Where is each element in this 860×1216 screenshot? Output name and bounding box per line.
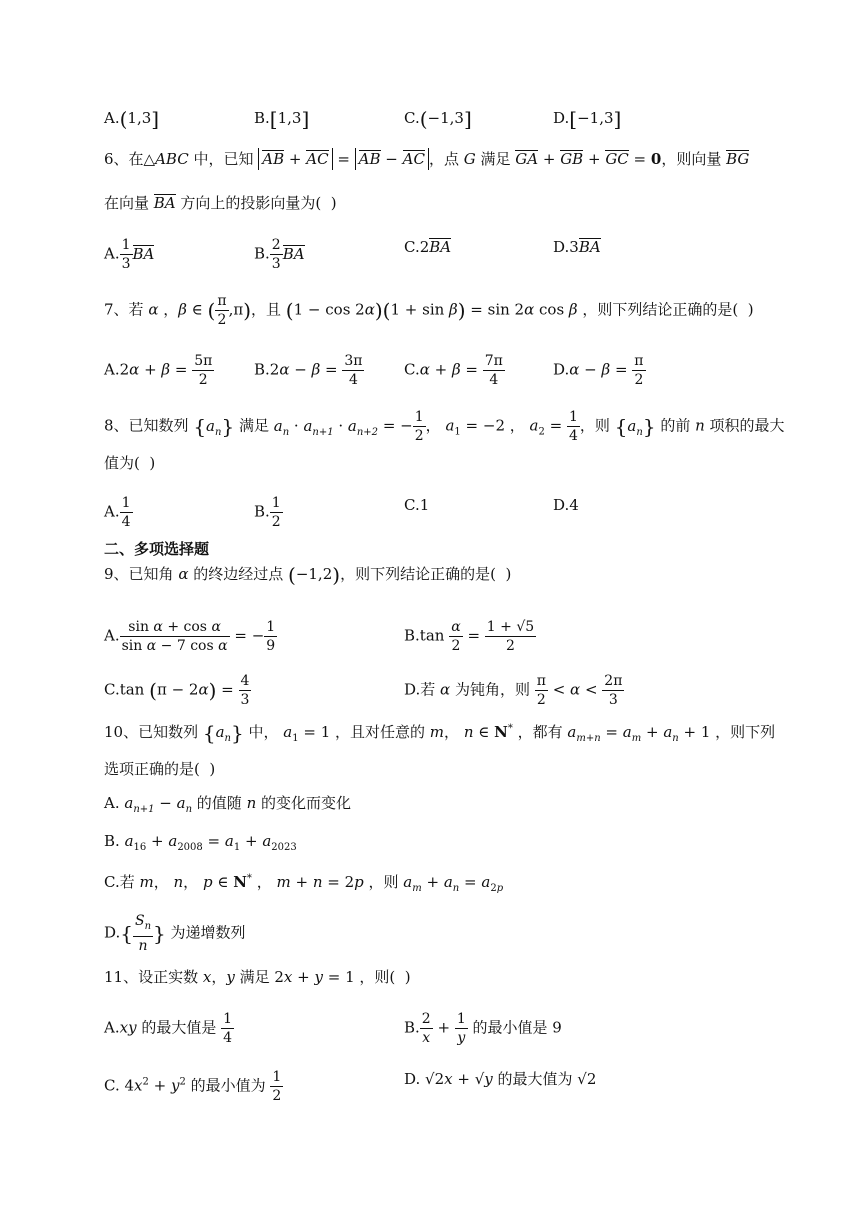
q9-option-a: A. $\frac{\text{sin α + cos α}}{\text{sin α − 7 cos α}}$ = − $\frac{1}{9}$ (104, 619, 276, 654)
section-title: 二、多项选择题 (104, 540, 210, 558)
q9-option-b: B.tan $\frac{\alpha}{2}$ = $\frac{1 + √5}{2}$ (404, 619, 535, 654)
q10-stem-line1: 10、已知数列 $\{a_n\}$ 中， $a_1 = 1$ ，且对任意的 m， n ∈ N* ，都有 $a_{m+n} = a_m + a_n + 1$ ，则下列 (104, 721, 776, 745)
q6-option-c: C.2BA (404, 238, 452, 256)
q8-option-d: D.4 (553, 496, 579, 514)
q11-stem: 11、设正实数 x，y 满足 2x + y = 1 ，则( ) (104, 968, 411, 986)
q6-option-a: A. $\frac{1}{3}$ BA (104, 237, 155, 272)
q10-option-c: C.若 m， n， p ∈ N* ， m + n = 2p ，则 $a_m + a_n = a_{2p}$ (104, 873, 504, 894)
q6-stem-line2: 在向量 BA 方向上的投影向量为( ) (104, 194, 337, 212)
q5-option-b: B.[1,3] (254, 107, 310, 131)
q7-option-d: D.α − β = $\frac{\pi}{2}$ (553, 353, 644, 388)
q8-stem-line1: 8、已知数列 $\{a_n\}$ 满足 $a_n \cdot a_{n+1} \cdot a_{n+2}$ = − $\frac{1}{2}$ ， $a_1 = -2$ ， $a_2$ = $\frac{1}{4}$ ，则 $\{a_n\}$ 的前 n 项积的最大 (104, 409, 785, 444)
q8-stem-line2: 值为( ) (104, 454, 156, 472)
q11-option-a: A.xy 的最大值是 $\frac{1}{4}$ (104, 1011, 233, 1046)
q5-option-d: D.[−1,3] (553, 107, 622, 131)
q9-option-c: C.tan (π − 2α) = $\frac{4}{3}$ (104, 673, 250, 708)
q8-option-b: B. $\frac{1}{2}$ (254, 495, 281, 530)
q10-option-a: A. $a_{n+1} - a_n$ 的值随 n 的变化而变化 (104, 794, 352, 815)
q10-option-b: B. $a_{16} + a_{2008} = a_1 + a_{2023}$ (104, 832, 297, 853)
q5-option-a: A.(1,3] (104, 107, 160, 131)
q6-stem-line1: 6、在△ABC 中，已知 AB + AC = AB − AC ，点 G 满足 GA + GB + GC = 0，则向量 BG (104, 150, 750, 168)
q7-stem: 7、若 α ，β ∈ ( $\frac{\pi}{2}$ ,π)，且 (1 − cos 2α)(1 + sin β) = sin 2α cos β ，则下列结论正确的是( ) (104, 293, 754, 328)
q7-option-b: B.2α − β = $\frac{3\pi}{4}$ (254, 353, 363, 388)
q7-option-c: C.α + β = $\frac{7\pi}{4}$ (404, 353, 503, 388)
q11-option-b: B. $\frac{2}{x}$ + $\frac{1}{y}$ 的最小值是 9 (404, 1011, 562, 1046)
q11-option-d: D. √2x + √y 的最大值为 √2 (404, 1070, 597, 1088)
q6-option-b: B. $\frac{2}{3}$ BA (254, 237, 305, 272)
q8-option-c: C.1 (404, 496, 430, 514)
q7-option-a: A.2α + β = $\frac{5\pi}{2}$ (104, 353, 213, 388)
q9-option-d: D.若 α 为钝角，则 $\frac{\pi}{2}$ < α < $\frac{2\pi}{3}$ (404, 673, 623, 708)
q8-option-a: A. $\frac{1}{4}$ (104, 495, 131, 530)
q10-stem-line2: 选项正确的是( ) (104, 760, 216, 778)
q11-option-c: C. $4x^2 + y^2$ 的最小值为 $\frac{1}{2}$ (104, 1069, 282, 1104)
q6-option-d: D.3BA (553, 238, 601, 256)
q10-option-d: D.{ $\frac{S_n}{n}$ } 为递增数列 (104, 913, 246, 954)
q9-stem: 9、已知角 α 的终边经过点 (−1,2)，则下列结论正确的是( ) (104, 563, 512, 587)
q5-option-c: C.(−1,3] (404, 107, 472, 131)
